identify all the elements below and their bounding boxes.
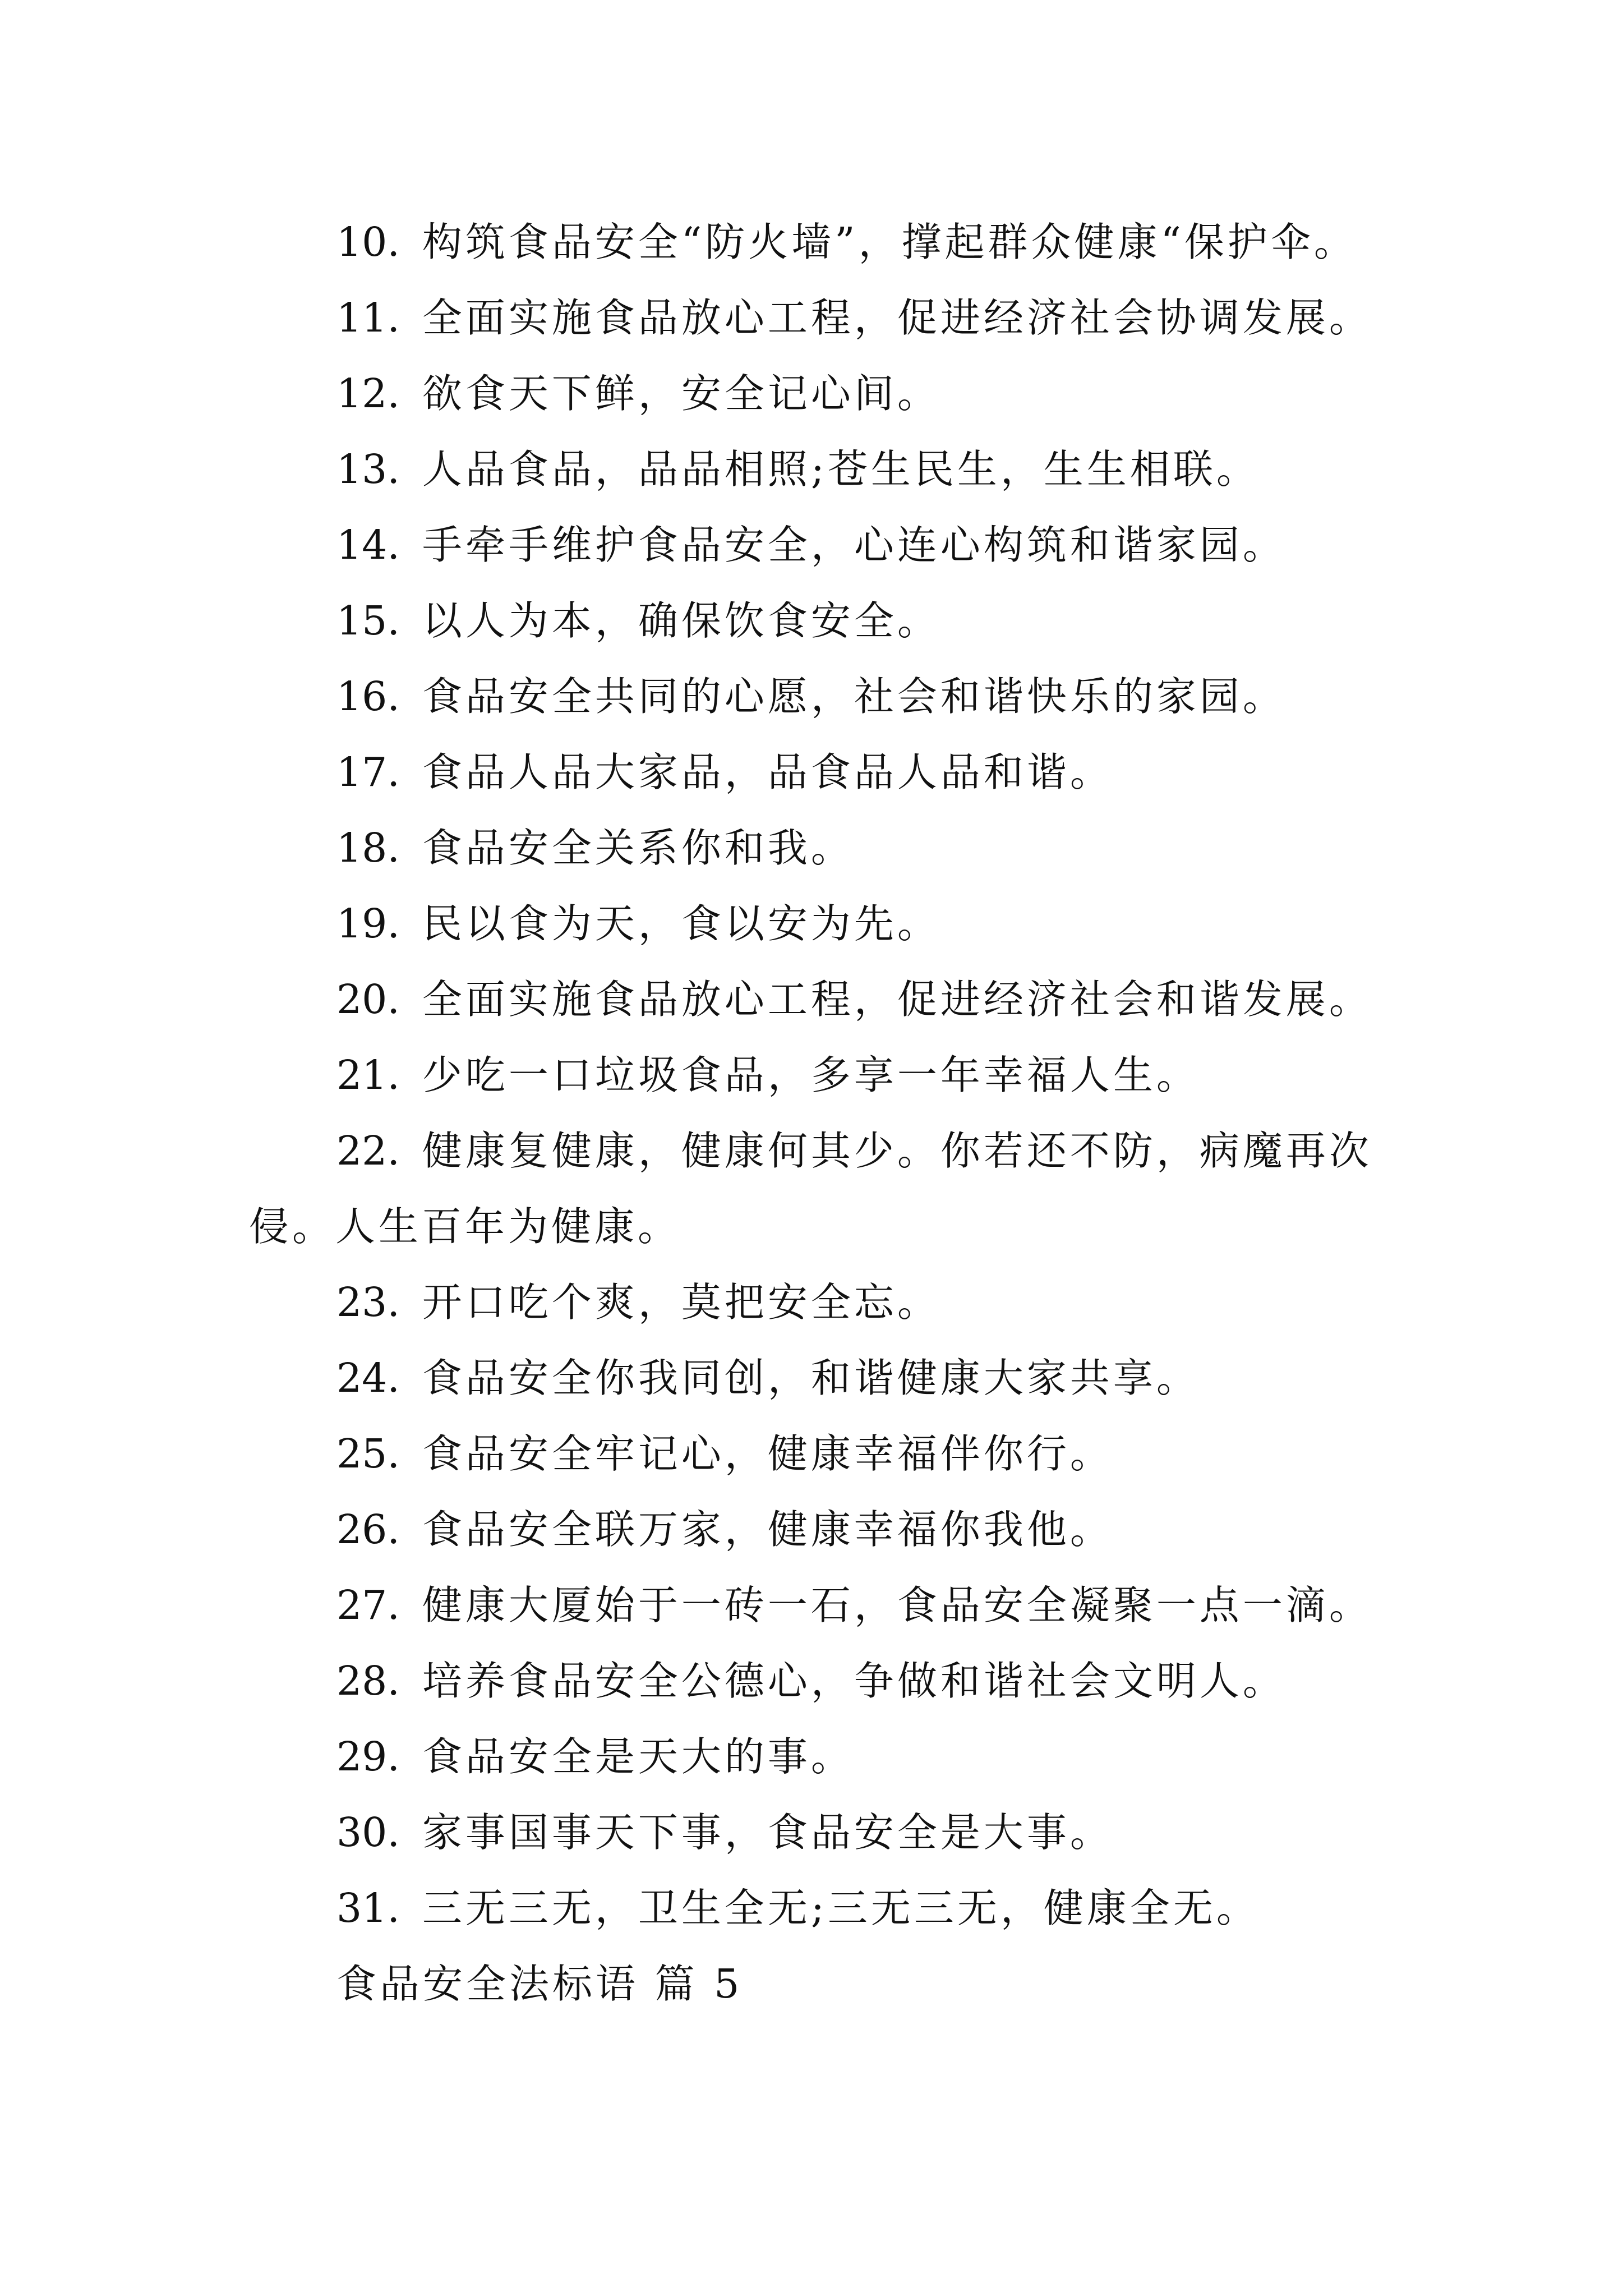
- item-number: 22.: [336, 1128, 400, 1174]
- item-number: 28.: [336, 1658, 400, 1704]
- list-item: [336, 1353, 1200, 1404]
- item-number: 11.: [336, 295, 400, 341]
- item-number: 13.: [336, 446, 400, 493]
- list-item: [336, 747, 1113, 798]
- list-item-continuation: [249, 1202, 681, 1252]
- item-number: 21.: [336, 1052, 400, 1098]
- item-text: 健康大厦始于一砖一石，食品安全凝聚一点一滴。: [422, 1582, 1372, 1628]
- item-text: 食品安全关系你和我。: [422, 825, 854, 871]
- item-text: 开口吃个爽，莫把安全忘。: [422, 1279, 940, 1326]
- item-text: 食品安全共同的心愿，社会和谐快乐的家园。: [422, 673, 1286, 720]
- item-text-continuation: 侵。人生百年为健康。: [249, 1203, 681, 1250]
- item-number: 19.: [336, 900, 400, 947]
- item-text: 手牵手维护食品安全，心连心构筑和谐家园。: [422, 522, 1286, 568]
- list-item: [336, 1883, 1260, 1934]
- list-item: [336, 1050, 1200, 1101]
- item-text: 构筑食品安全“防火墙”，撑起群众健康“保护伞。: [422, 219, 1357, 265]
- list-item: [336, 1504, 1113, 1555]
- item-number: 29.: [336, 1733, 400, 1780]
- item-text: 三无三无，卫生全无;三无三无，健康全无。: [422, 1885, 1260, 1931]
- item-text: 少吃一口垃圾食品，多享一年幸福人生。: [422, 1052, 1200, 1098]
- item-text: 食品人品大家品，品食品人品和谐。: [422, 749, 1113, 795]
- item-text: 人品食品，品品相照;苍生民生，生生相联。: [422, 446, 1260, 493]
- list-item: [336, 1807, 1113, 1858]
- item-text: 食品安全你我同创，和谐健康大家共享。: [422, 1355, 1200, 1401]
- list-item: [336, 974, 1372, 1025]
- list-item: [336, 369, 940, 419]
- item-number: 20.: [336, 976, 400, 1023]
- item-number: 17.: [336, 749, 400, 795]
- item-text: 食品安全牢记心，健康幸福伴你行。: [422, 1430, 1113, 1477]
- item-text: 全面实施食品放心工程，促进经济社会协调发展。: [422, 295, 1372, 341]
- item-number: 25.: [336, 1430, 400, 1477]
- list-item: [336, 293, 1372, 343]
- list-item: [336, 1732, 854, 1782]
- item-text: 欲食天下鲜，安全记心间。: [422, 370, 940, 417]
- list-item: [336, 1580, 1372, 1631]
- item-text: 食品安全是天大的事。: [422, 1733, 854, 1780]
- item-number: 15.: [336, 597, 400, 644]
- list-item: [336, 520, 1286, 570]
- item-number: 23.: [336, 1279, 400, 1326]
- item-number: 24.: [336, 1355, 400, 1401]
- item-number: 12.: [336, 370, 400, 417]
- item-text: 全面实施食品放心工程，促进经济社会和谐发展。: [422, 976, 1372, 1023]
- item-text: 以人为本，确保饮食安全。: [422, 597, 940, 644]
- list-item: [336, 1126, 1372, 1176]
- item-text: 民以食为天，食以安为先。: [422, 900, 940, 947]
- item-text: 培养食品安全公德心，争做和谐社会文明人。: [422, 1658, 1286, 1704]
- item-text: 食品安全联万家，健康幸福你我他。: [422, 1506, 1113, 1553]
- item-number: 27.: [336, 1582, 400, 1628]
- list-item: [336, 823, 854, 873]
- item-number: 14.: [336, 522, 400, 568]
- item-text: 健康复健康，健康何其少。你若还不防，病魔再次: [422, 1128, 1372, 1174]
- list-item: [336, 217, 1357, 268]
- section-heading: 食品安全法标语 篇 5: [336, 1961, 743, 2007]
- list-item: [336, 1429, 1113, 1479]
- list-item: [336, 596, 940, 646]
- list-item: [336, 671, 1286, 722]
- list-item: [336, 444, 1260, 495]
- item-number: 18.: [336, 825, 400, 871]
- item-number: 31.: [336, 1885, 400, 1931]
- item-number: 10.: [336, 219, 400, 265]
- item-number: 16.: [336, 673, 400, 720]
- item-text: 家事国事天下事，食品安全是大事。: [422, 1809, 1113, 1856]
- item-number: 30.: [336, 1809, 400, 1856]
- list-item: [336, 1277, 940, 1328]
- item-number: 26.: [336, 1506, 400, 1553]
- list-item: [336, 1656, 1286, 1706]
- list-item: [336, 899, 940, 949]
